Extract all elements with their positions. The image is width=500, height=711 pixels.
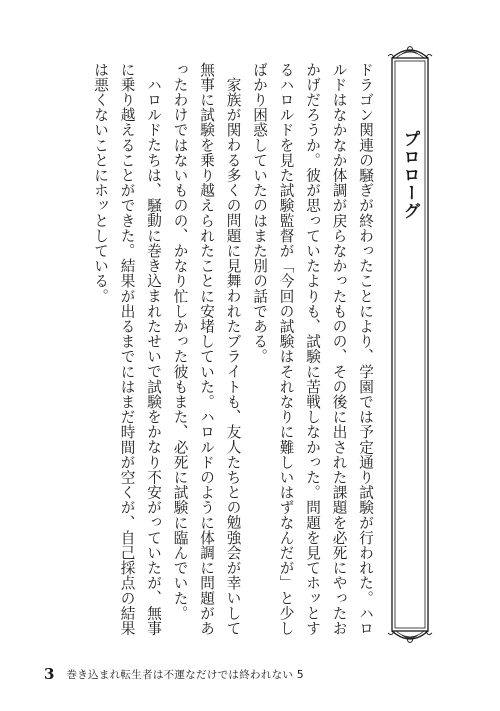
page-number: 3 <box>44 665 55 683</box>
page-footer <box>44 664 464 684</box>
paragraph: ハロルドたちは、騒動に巻き込まれたせいで試験をかなり不安がっていたが、無事に乗り越えることができた。結果が出るまでにはまだ時間が空くが、自己採点の結果は悪くないことにホッとしている。 <box>92 62 162 636</box>
paragraph: ドラゴン関連の騒ぎが終わったことにより、学園では予定通り試験が行われた。ハロルドはなかなか体調が戻らなかったものの、その後に出された課題を必死にやったおかげだろうか。彼が思っていたよりも、試験に苦戦しなかった。問題を見てホッとするハロルドを見た試験監督が「今回の試験はそれなりに難しいはずなんだが」と少しばかり困惑していたのはまた別の話である。 <box>251 62 374 636</box>
chapter-title-frame <box>386 44 434 645</box>
body-text <box>60 62 378 642</box>
running-title: 巻き込まれ転生者は不運なだけでは終われない 5 <box>66 668 304 681</box>
paragraph: 家族が関わる多くの問題に見舞われたブライトも、友人たちとの勉強会が幸いして無事に試験を乗り越えられたことに安堵していた。ハロルドのように体調に問題があったわけではないものの、かなり忙しかった彼もまた、必死に試験に臨んでいた。 <box>171 62 242 636</box>
chapter-title: プロローグ <box>399 130 420 220</box>
